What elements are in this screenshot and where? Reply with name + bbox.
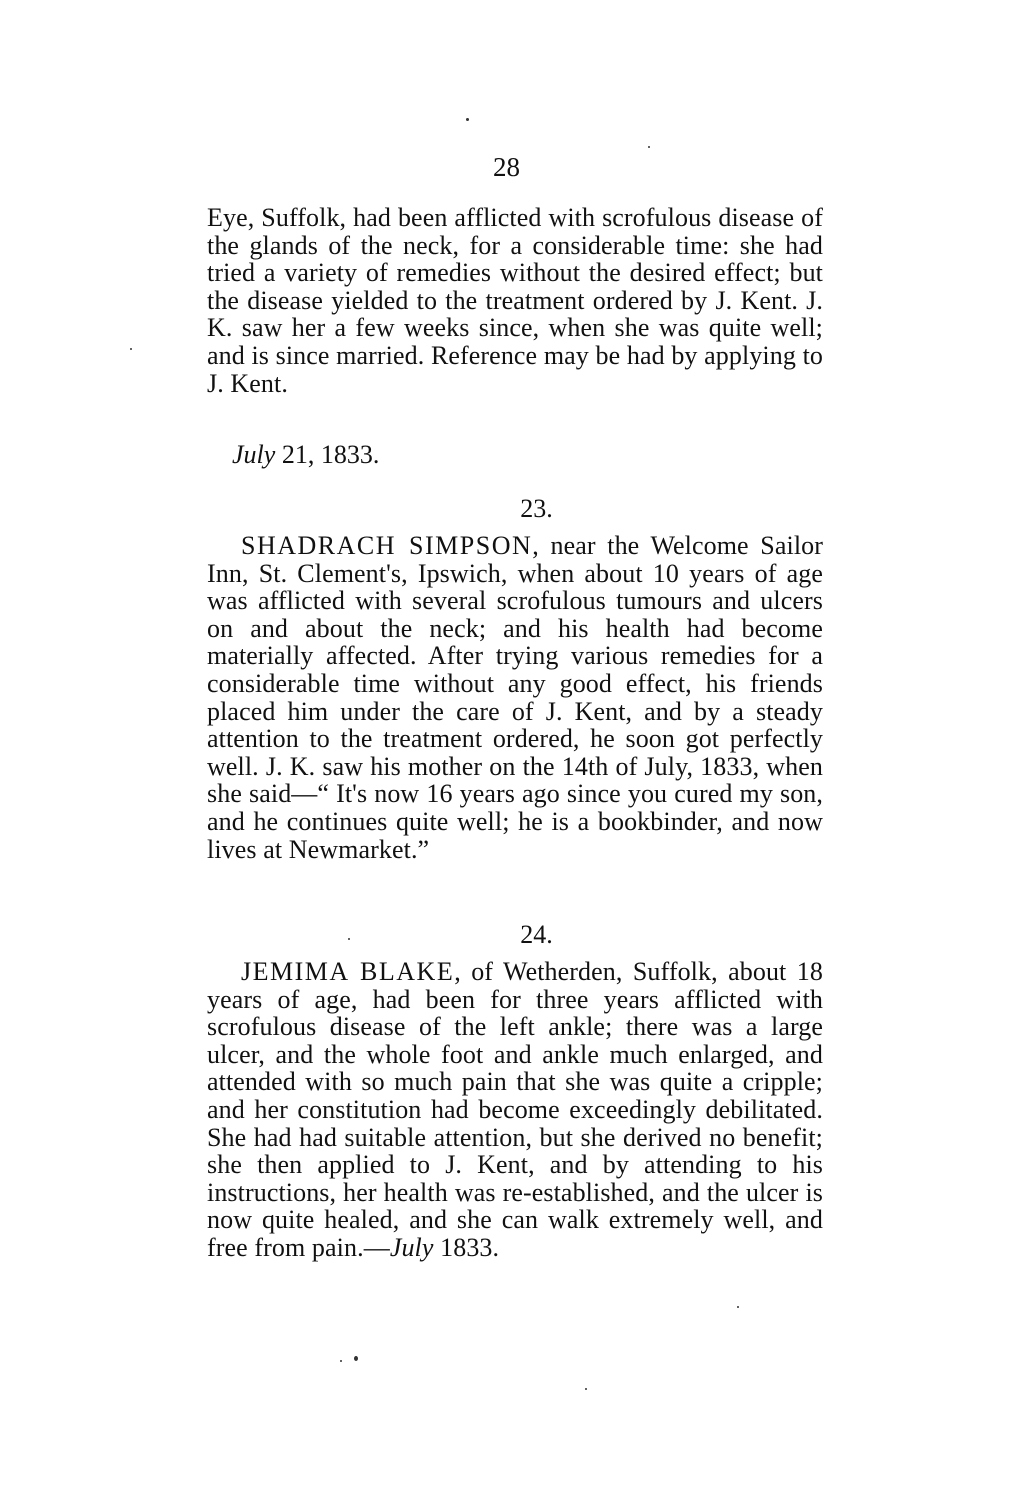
date-rest: 21, 1833. xyxy=(275,440,380,469)
entry-23-name: SHADRACH SIMPSON xyxy=(241,531,533,560)
print-speck xyxy=(340,1360,342,1362)
entry-23-paragraph xyxy=(207,532,823,863)
entry-24-name: JEMIMA BLAKE xyxy=(241,957,455,986)
entry-24-body: , of Wetherden, Suffolk, about 18 years of age, had been for three years afflicted with scrofulous disease of the left ankle; there was a large ulcer, and the whole foot and ankle much enlarged, and attended with so much pain that she was quite a cripple; and her constitution had become exceedingly debilitated. She had had suitable attention, but she derived no benefit; she then applied to J. Kent, and by attending to his instructions, her health was re-established, and the ulcer is now quite healed, and she can walk extremely well, and free from pain.— xyxy=(207,957,823,1262)
paragraph-continued: Eye, Suffolk, had been afflicted with scrofulous disease of the glands of the neck, for a considerable time: she had tried a variety of remedies without the desired effect; but the disease yielded to the treatment ordered by J. Kent. J. K. saw her a few weeks since, when she was quite well; and is since married. Reference may be had by applying to J. Kent. xyxy=(207,203,823,398)
print-speck xyxy=(130,348,132,350)
entry-number-24: 24. xyxy=(520,920,553,949)
print-speck xyxy=(354,1356,358,1361)
print-speck xyxy=(737,1306,739,1308)
entry-number-23: 23. xyxy=(520,494,553,523)
date-month: July xyxy=(232,440,276,469)
print-speck xyxy=(648,146,650,148)
entry-24-date-month: July xyxy=(389,1232,434,1262)
entry-23-body: , near the Welcome Sailor Inn, St. Clement's, Ipswich, when about 10 years of age was afflicted with several scrofulous tumours and ulcers on and about the neck; and his health had become materially affected. After trying various remedies for a considerable time without any good effect, his friends placed him under the care of J. Kent, and by a steady attention to the treatment ordered, he soon got perfectly well. J. K. saw his mother on the 14th of July, 1833, when she said—“ It's now 16 years ago since you cured my son, and he continues quite well; he is a bookbinder, and now lives at Newmarket.” xyxy=(207,531,824,864)
print-speck xyxy=(348,938,350,940)
entry-24-date-year: 1833. xyxy=(433,1232,500,1262)
entry-24-paragraph xyxy=(207,958,823,1262)
date-line xyxy=(232,440,379,470)
page-number: 28 xyxy=(493,152,520,182)
print-speck xyxy=(585,1388,587,1390)
print-speck xyxy=(466,118,469,121)
